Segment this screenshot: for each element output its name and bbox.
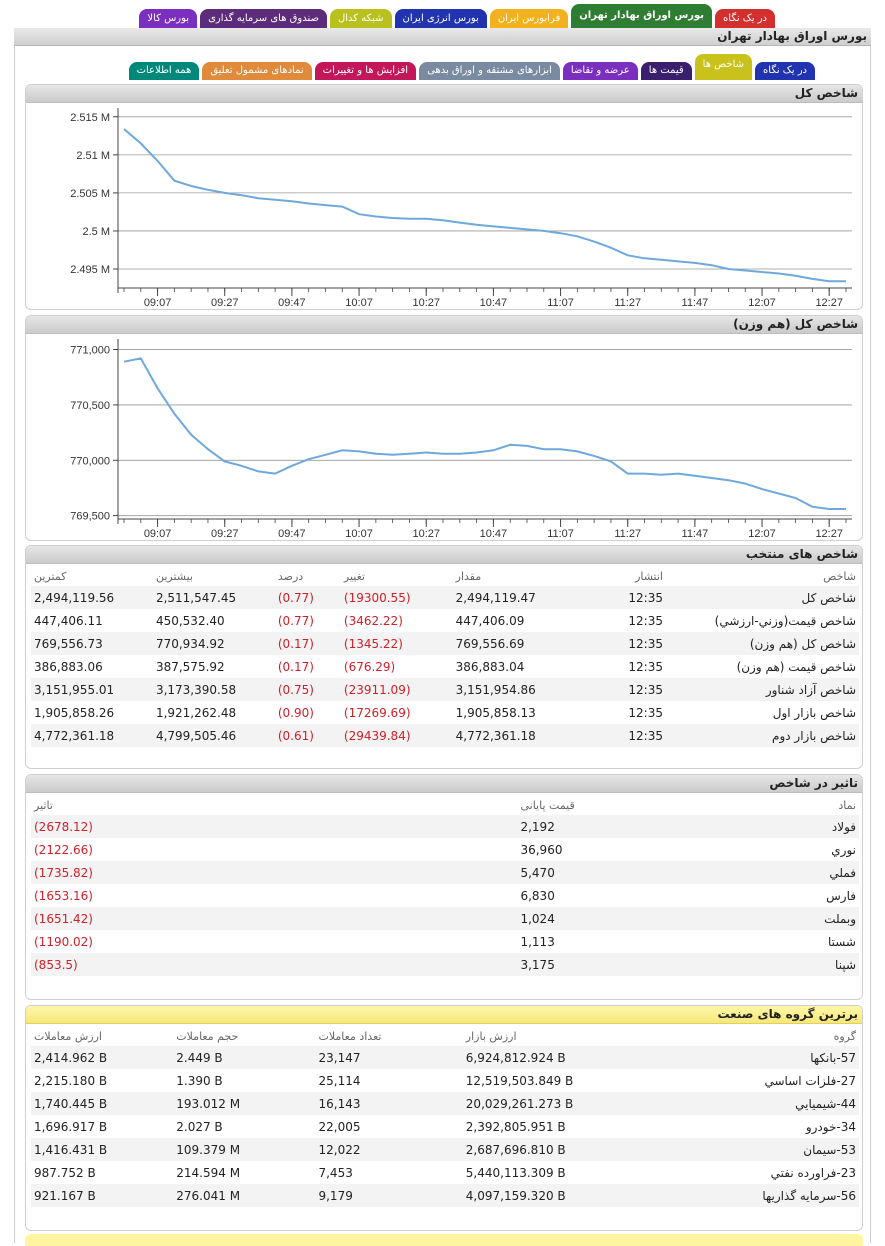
cell-value: 770,934.92 [153, 632, 275, 655]
top-tab-5[interactable]: صندوق های سرمایه گذاری [200, 9, 327, 28]
chart1-xtick-label: 10:07 [345, 297, 373, 309]
chart2-xtick-label: 09:27 [210, 528, 239, 540]
chart1-ytick-label: 2.515 M [70, 111, 110, 124]
table-row[interactable] [31, 1069, 859, 1092]
cell-value: 23,147 [315, 1046, 462, 1069]
row-name: شاخص کل [666, 586, 859, 609]
chart1-xtick-label: 09:27 [210, 297, 239, 309]
chart2-xtick-label: 10:07 [345, 528, 373, 540]
column-header[interactable]: انتشار [635, 569, 663, 583]
cell-value: (23911.09) [341, 678, 453, 701]
sub-tab-bar [60, 54, 815, 80]
cell-value: 987.752 B [34, 1165, 96, 1180]
next-panel-header [25, 1234, 863, 1246]
row-name: فارس [826, 888, 856, 903]
cell-value: 16,143 [315, 1092, 462, 1115]
index-impact-title: تاثیر در شاخص [26, 775, 862, 793]
table-row[interactable] [31, 861, 859, 884]
row-name: فملي [683, 861, 859, 884]
cell-value: (2122.66) [34, 842, 93, 857]
row-name: شاخص بازار دوم [666, 724, 859, 747]
cell-value: 2,192 [517, 815, 683, 838]
cell-value: 921.167 B [31, 1184, 173, 1207]
chart2-xtick-label: 09:07 [143, 528, 172, 540]
chart1-series-line [124, 129, 846, 281]
table-row[interactable] [31, 655, 859, 678]
cell-value: (1735.82) [31, 861, 517, 884]
index-impact-table [31, 795, 859, 976]
selected-indices-table [31, 566, 859, 747]
column-header[interactable]: کمترین [34, 569, 67, 583]
cell-value: 12,022 [315, 1138, 462, 1161]
cell-value: 3,151,954.86 [453, 678, 616, 701]
cell-value: 6,830 [520, 888, 555, 903]
cell-value: (19300.55) [341, 586, 453, 609]
cell-value: 447,406.11 [34, 613, 103, 628]
cell-value: 1.390 B [176, 1073, 223, 1088]
cell-value: 36,960 [520, 842, 563, 857]
top-industries-title: برترین گروه های صنعت [26, 1006, 862, 1024]
sub-tab-2[interactable]: قیمت ها [641, 62, 692, 80]
table-row[interactable] [31, 930, 859, 953]
row-name: فولاد [683, 815, 859, 838]
chart2-xtick-label: 10:27 [412, 528, 440, 540]
chart1-xtick-label: 11:27 [614, 297, 642, 309]
table-row[interactable] [31, 907, 859, 930]
cell-value: 4,772,361.18 [453, 724, 616, 747]
chart2-ytick-label: 770,000 [70, 455, 110, 468]
row-name: شاخص آزاد شناور [666, 678, 859, 701]
cell-value: 20,029,261.273 B [463, 1092, 676, 1115]
selected-indices-title: شاخص های منتخب [26, 546, 862, 564]
row-name: شستا [827, 934, 856, 949]
row-name: نوري [831, 842, 856, 857]
sub-tab-7[interactable]: همه اطلاعات [129, 62, 200, 80]
cell-value: 109.379 M [173, 1138, 315, 1161]
top-tab-3[interactable]: بورس انرژی ایران [395, 9, 487, 28]
chart1-xtick-label: 09:47 [278, 297, 306, 309]
row-name: وبملت [683, 907, 859, 930]
chart2-xtick-label: 11:07 [547, 528, 574, 540]
chart2-ytick-label: 769,500 [70, 510, 110, 523]
chart2-xtick-label: 12:27 [815, 528, 843, 540]
cell-value: (0.17) [275, 632, 341, 655]
total-index-chart [26, 103, 863, 309]
row-name: 57-بانکها [676, 1046, 859, 1069]
top-industries-panel [25, 1005, 863, 1231]
cell-value: 769,556.73 [31, 632, 153, 655]
cell-value: 2,392,805.951 B [465, 1119, 566, 1134]
table-row[interactable] [31, 1161, 859, 1184]
cell-value: 2,494,119.56 [31, 586, 153, 609]
cell-value: (17269.69) [343, 705, 411, 720]
cell-value: 193.012 M [173, 1092, 315, 1115]
chart2-ytick-label: 771,000 [70, 344, 110, 357]
cell-value: 5,470 [517, 861, 683, 884]
row-name: شاخص قیمت(وزني-ارزشي) [714, 613, 856, 628]
cell-value: 276.041 M [173, 1184, 315, 1207]
column-header[interactable]: بیشترین [155, 569, 193, 583]
table-row[interactable] [31, 884, 859, 907]
row-name: شاخص کل (هم وزن) [666, 632, 859, 655]
cell-value: 386,883.04 [455, 659, 525, 674]
chart2-series-line [124, 358, 846, 509]
cell-value: 7,453 [318, 1165, 353, 1180]
cell-value: 214.594 M [176, 1165, 241, 1180]
cell-value: 12:35 [615, 586, 666, 609]
column-header[interactable]: ارزش بازار [465, 1029, 517, 1043]
table-row[interactable] [31, 1092, 859, 1115]
column-header[interactable]: مقدار [455, 569, 482, 583]
cell-value: 1,740.445 B [31, 1092, 173, 1115]
cell-value: 1,905,858.26 [34, 705, 115, 720]
cell-value: 2,494,119.47 [453, 586, 616, 609]
cell-value: (1345.22) [341, 632, 453, 655]
column-header[interactable]: حجم معاملات [176, 1029, 239, 1043]
chart2-xtick-label: 12:07 [748, 528, 776, 540]
cell-value: 2.449 B [173, 1046, 315, 1069]
top-tab-1[interactable]: بورس اوراق بهادار تهران [571, 4, 712, 28]
top-industries-table [31, 1026, 859, 1207]
row-name: 44-شيميايي [676, 1092, 859, 1115]
table-row[interactable] [31, 953, 859, 976]
cell-value: 25,114 [318, 1073, 361, 1088]
cell-value: (29439.84) [341, 724, 453, 747]
cell-value: 9,179 [315, 1184, 462, 1207]
table-row[interactable] [31, 609, 859, 632]
cell-value: 450,532.40 [155, 613, 225, 628]
cell-value: (1190.02) [34, 934, 93, 949]
table-row[interactable] [31, 1115, 859, 1138]
equal-weight-index-chart-panel [25, 315, 863, 541]
sub-tab-1[interactable]: شاخص ها [695, 54, 752, 80]
cell-value: (1651.42) [31, 907, 517, 930]
row-name: شاخص قیمت (هم وزن) [736, 659, 856, 674]
chart1-ytick-label: 2.495 M [70, 263, 110, 276]
chart1-ytick-label: 2.5 M [82, 225, 110, 238]
top-tab-4[interactable]: شبکه کدال [330, 9, 392, 28]
chart2-xtick-label: 11:47 [681, 528, 709, 540]
chart2-ytick-label: 770,500 [70, 399, 110, 412]
table-row[interactable] [31, 838, 859, 861]
cell-value: 12:35 [615, 678, 666, 701]
top-tab-6[interactable]: بورس کالا [139, 9, 197, 28]
equal-weight-index-chart-title: شاخص کل (هم وزن) [26, 316, 862, 334]
row-name: شپنا [683, 953, 859, 976]
sub-tab-6[interactable]: نمادهای مشمول تعلیق [202, 62, 311, 80]
cell-value: 4,799,505.46 [153, 724, 275, 747]
cell-value: 2,511,547.45 [153, 586, 275, 609]
table-row[interactable] [31, 1184, 859, 1207]
cell-value: (2678.12) [31, 815, 517, 838]
selected-indices-panel [25, 545, 863, 769]
column-header[interactable]: ارزش معاملات [34, 1029, 102, 1043]
cell-value: 12,519,503.849 B [465, 1073, 574, 1088]
column-header[interactable]: نماد [838, 798, 856, 812]
cell-value: 3,175 [517, 953, 683, 976]
cell-value: 447,406.09 [455, 613, 525, 628]
cell-value: 2.027 B [176, 1119, 223, 1134]
top-tab-0[interactable]: در یک نگاه [715, 9, 775, 28]
chart2-xtick-label: 09:47 [278, 528, 306, 540]
total-index-chart-title: شاخص کل [26, 85, 862, 103]
chart2-xtick-label: 11:27 [614, 528, 642, 540]
cell-value: 1,921,262.48 [155, 705, 237, 720]
cell-value: (1653.16) [34, 888, 93, 903]
row-name: 27-فلزات اساسي [764, 1073, 856, 1088]
cell-value: 12:35 [628, 705, 663, 720]
chart1-ytick-label: 2.51 M [76, 149, 110, 162]
chart1-xtick-label: 11:47 [681, 297, 709, 309]
cell-value: 12:35 [628, 659, 663, 674]
sub-tab-5[interactable]: افزایش ها و تغییرات [315, 62, 416, 80]
cell-value: 1,113 [520, 934, 555, 949]
cell-value: 2,414.962 B [31, 1046, 173, 1069]
cell-value: 3,151,955.01 [31, 678, 153, 701]
cell-value: 5,440,113.309 B [465, 1165, 566, 1180]
column-header[interactable]: تاثیر [34, 798, 53, 812]
cell-value: (0.77) [275, 586, 341, 609]
table-row[interactable] [31, 815, 859, 838]
cell-value: (3462.22) [343, 613, 403, 628]
cell-value: 3,173,390.58 [153, 678, 275, 701]
row-name: 23-فراورده نفتي [770, 1165, 856, 1180]
row-name: شاخص بازار اول [772, 705, 856, 720]
column-header[interactable]: تغییر [343, 569, 365, 583]
column-header[interactable]: گروه [833, 1029, 856, 1043]
sub-tab-4[interactable]: ابزارهای مشتقه و اوراق بدهی [419, 62, 560, 80]
cell-value: 12:35 [615, 632, 666, 655]
row-name: 34-خودرو [805, 1119, 856, 1134]
cell-value: 6,924,812.924 B [463, 1046, 676, 1069]
column-header[interactable]: شاخص [823, 569, 856, 583]
cell-value: (0.90) [277, 705, 314, 720]
table-row[interactable] [31, 724, 859, 747]
column-header[interactable]: درصد [277, 569, 304, 583]
cell-value: 12:35 [615, 724, 666, 747]
cell-value: 2,687,696.810 B [463, 1138, 676, 1161]
chart1-ytick-label: 2.505 M [70, 187, 110, 200]
cell-value: (0.77) [277, 613, 314, 628]
chart2-xtick-label: 10:47 [479, 528, 508, 540]
cell-value: 2,215.180 B [34, 1073, 108, 1088]
chart1-xtick-label: 09:07 [143, 297, 172, 309]
index-impact-panel [25, 774, 863, 1000]
row-name: 53-سيمان [676, 1138, 859, 1161]
chart1-xtick-label: 10:27 [412, 297, 440, 309]
cell-value: (0.61) [275, 724, 341, 747]
chart1-xtick-label: 10:47 [479, 297, 508, 309]
chart1-xtick-label: 11:07 [547, 297, 574, 309]
cell-value: (676.29) [343, 659, 396, 674]
column-header[interactable]: قیمت پایانی [520, 798, 575, 812]
cell-value: 12:35 [628, 613, 663, 628]
cell-value: 4,772,361.18 [31, 724, 153, 747]
table-row[interactable] [31, 632, 859, 655]
total-index-chart-panel [25, 84, 863, 310]
column-header[interactable]: تعداد معاملات [318, 1029, 382, 1043]
top-tab-bar [100, 6, 775, 28]
sub-tab-0[interactable]: در یک نگاه [755, 62, 815, 80]
cell-value: 1,696.917 B [34, 1119, 108, 1134]
table-row[interactable] [31, 701, 859, 724]
cell-value: 4,097,159.320 B [463, 1184, 676, 1207]
cell-value: 22,005 [318, 1119, 361, 1134]
cell-value: (0.17) [277, 659, 314, 674]
chart1-xtick-label: 12:27 [815, 297, 843, 309]
cell-value: 769,556.69 [453, 632, 616, 655]
top-tab-2[interactable]: فرابورس ایران [490, 9, 568, 28]
equal-weight-index-chart [26, 334, 863, 540]
chart1-xtick-label: 12:07 [748, 297, 776, 309]
table-row[interactable] [31, 1046, 859, 1069]
row-name: 56-سرمايه گذاريها [676, 1184, 859, 1207]
sub-tab-3[interactable]: عرضه و تقاضا [563, 62, 638, 80]
page-title: بورس اوراق بهادار تهران [14, 28, 871, 46]
table-row[interactable] [31, 678, 859, 701]
cell-value: 1,416.431 B [31, 1138, 173, 1161]
cell-value: (853.5) [31, 953, 517, 976]
cell-value: 1,024 [517, 907, 683, 930]
table-row[interactable] [31, 1138, 859, 1161]
cell-value: 386,883.06 [34, 659, 103, 674]
table-row[interactable] [31, 586, 859, 609]
cell-value: (0.75) [275, 678, 341, 701]
cell-value: 1,905,858.13 [455, 705, 536, 720]
cell-value: 387,575.92 [155, 659, 225, 674]
